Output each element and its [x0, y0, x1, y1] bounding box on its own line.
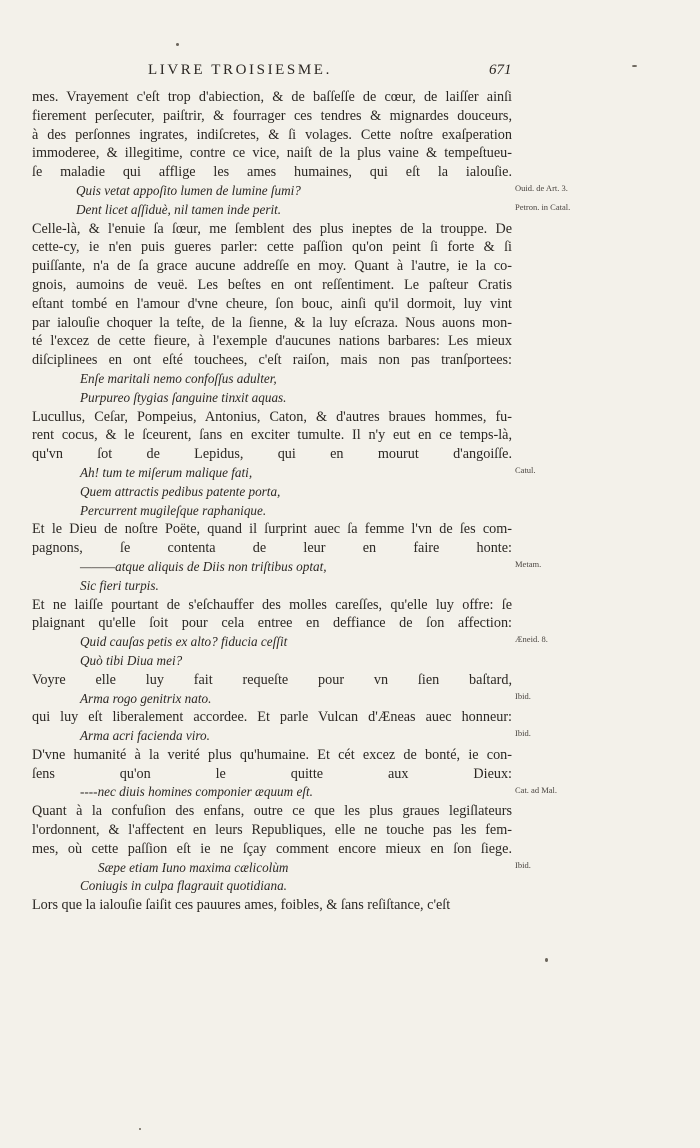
text-line: qui luy eſt liberalement accordee. Et parle Vulcan d'Æneas auec honneur:: [32, 709, 512, 726]
text-line: Lucullus, Ceſar, Pompeius, Antonius, Caton, & d'autres braues hommes, fu-: [32, 408, 512, 425]
verse-line: Quis vetat appoſito lumen de lumine ſumi?: [76, 182, 301, 198]
text-line: Celle-là, & l'enuie ſa ſœur, me ſemblent des plus ineptes de la trouppe. De: [32, 220, 512, 237]
verse-line: Percurrent mugileſque raphanique.: [80, 502, 267, 518]
paper-speck: [139, 1128, 141, 1130]
verse-line: Sic fieri turpis.: [80, 577, 159, 593]
verse-line: Enſe maritali nemo confoſſus adulter,: [80, 370, 277, 386]
text-line: Voyre elle luy fait requeſte pour vn ſien baſtard,: [32, 671, 512, 688]
verse-line: ----nec diuis homines componier æquum eſt.: [80, 784, 313, 800]
paper-speck: [632, 65, 637, 67]
margin-note: Æneid. 8.: [515, 634, 548, 645]
margin-note: Petron. in Catal.: [515, 201, 571, 212]
verse-line: Quem attractis pedibus patente porta,: [80, 483, 281, 499]
text-line: rent cocus, & le ſceurent, ſans en exciter tumulte. Il n'y eut en ce temps-là,: [32, 427, 512, 444]
verse-line: Dent licet aſſiduè, nil tamen inde perit.: [76, 201, 282, 217]
text-line: Quant à la confuſion des enfans, outre ce que les plus graues legiſlateurs: [32, 803, 512, 820]
paper-speck: [545, 958, 548, 962]
margin-note: Metam.: [515, 559, 542, 569]
verse-line: Arma acri facienda viro.: [80, 728, 210, 744]
text-line: gnois, aumoins de veuë. Les beſtes en ont reſſentiment. Le paſteur Cratis: [32, 276, 512, 293]
text-line: l'ordonnent, & l'affectent en leurs Republiques, elle ne touche pas les fem-: [32, 822, 512, 839]
text-line: pagnons, ſe contenta de leur en faire honte:: [32, 540, 512, 557]
text-line: té l'excez de cette fieure, à l'exemple d'aucunes nations barbares: Les mieux: [32, 333, 512, 350]
page-number: 671: [489, 62, 512, 78]
text-line: cette-cy, ie n'en puis gueres parler: cette paſſion qu'on peint ſi forte & ſi: [32, 239, 512, 256]
text-line: puiſſante, n'a de ſa grace aucune addreſſe en moy. Quant à l'autre, ie la co-: [32, 258, 512, 275]
verse-line: Quid cauſas petis ex alto? fiducia ceſſit: [80, 634, 288, 650]
text-line: mes, où cette paſſion eſt ie ne ſçay comment encore mieux en ſon ſiege.: [32, 840, 512, 857]
text-line: ſe maladie qui afflige les ames humaines, qui eſt la ialouſie.: [32, 164, 512, 181]
text-line: mes. Vrayement c'eſt trop d'abiection, & de baſſeſſe de cœur, de laiſſer ainſi: [32, 89, 512, 105]
paper-speck: [176, 43, 179, 46]
margin-note: Cat. ad Mal.: [515, 784, 558, 795]
text-line: qu'vn ſot de Lepidus, qui en mourut d'angoiſſe.: [32, 446, 512, 463]
text-line: ſens qu'on le quitte aux Dieux:: [32, 765, 512, 782]
text-line: eſtant tombé en l'amour d'vne cheure, ſon bouc, ainſi qu'il dormoit, luy vint: [32, 295, 512, 312]
margin-note: Ibid.: [515, 690, 531, 701]
verse-line: Ah! tum te miſerum maliquе fati,: [80, 464, 253, 480]
margin-note: Ibid.: [515, 859, 531, 870]
page-header: [0, 62, 700, 84]
text-line: fierement perſecuter, paiſtrir, & fourrager ces tendres & mignardes douceurs,: [32, 107, 512, 124]
margin-note: Ibid.: [515, 728, 531, 739]
text-line: Et le Dieu de noſtre Poëte, quand il ſurprint auec ſa femme l'vn de ſes com-: [32, 521, 512, 538]
running-title: LIVRE TROISIESME.: [148, 62, 332, 78]
text-line: diſciplinees en ont eſté touchees, c'eſt raiſon, mais non pas tranſportees:: [32, 352, 512, 369]
body-text: [32, 88, 512, 915]
verse-line: Quò tibi Diua mei?: [80, 652, 183, 668]
verse-line: Coniugis in culpa flagrauit quotidiana.: [80, 878, 287, 894]
margin-note: Ouid. de Art. 3.: [515, 183, 568, 193]
margin-note: Catul.: [515, 465, 536, 475]
verse-line: ———atque aliquis de Diis non triſtibus optat,: [80, 558, 327, 574]
verse-line: Purpureo ſtygias ſanguine tinxit aquas.: [80, 389, 287, 405]
text-line: immoderee, & illegitime, contre ce vice, naiſt de la plus vaine & tempeſtueu-: [32, 145, 512, 162]
text-line: Et ne laiſſe pourtant de s'eſchauffer des molles careſſes, qu'elle luy offre: ſe: [32, 596, 512, 613]
text-line: D'vne humanité à la verité plus qu'humaine. Et cét excez de bonté, ie con-: [32, 746, 512, 763]
verse-line: Sæpe etiam Iuno maxima cælicolùm: [98, 859, 289, 875]
text-line: plaignant qu'elle ſoit pour cela entree en deffiance de ſon affection:: [32, 615, 512, 632]
text-line: à des perſonnes ingrates, indiſcretes, & ſi volages. Cette noſtre exaſperation: [32, 126, 512, 143]
text-line: par ialouſie choquer la teſte, de la ſienne, & la luy eſcraza. Nous auons mon-: [32, 314, 512, 331]
verse-line: Arma rogo genitrix nato.: [80, 690, 212, 706]
text-line: Lors que la ialouſie ſaiſit ces pauures ames, foibles, & ſans reſiſtance, c'eſt: [32, 897, 451, 914]
